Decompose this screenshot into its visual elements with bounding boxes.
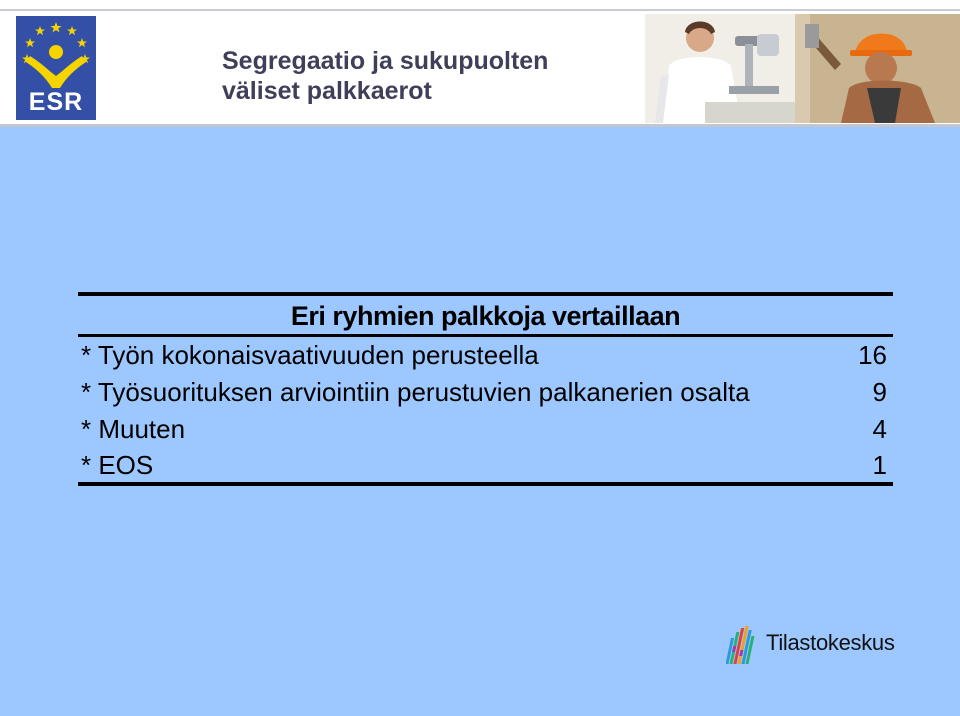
table-row bbox=[78, 411, 893, 448]
table-title: Eri ryhmien palkkoja vertaillaan bbox=[290, 301, 681, 331]
row-value: 16 bbox=[858, 340, 887, 370]
header-photo-image bbox=[645, 14, 960, 123]
header-top-line bbox=[0, 9, 960, 11]
row-label: * Muuten bbox=[81, 414, 186, 444]
header-title bbox=[222, 46, 548, 106]
esr-logo bbox=[16, 16, 96, 120]
tilastokeskus-name: Tilastokeskus bbox=[766, 630, 895, 655]
slide-header bbox=[0, 0, 960, 127]
table-bottom-rule bbox=[78, 482, 893, 486]
esr-logo-text: ESR bbox=[28, 88, 84, 116]
row-label: * EOS bbox=[81, 449, 154, 480]
header-photo bbox=[645, 14, 960, 123]
table-row bbox=[78, 448, 893, 482]
row-value: 1 bbox=[872, 449, 887, 480]
row-value: 9 bbox=[872, 377, 887, 407]
tilastokeskus-logo bbox=[726, 624, 901, 668]
results-table bbox=[78, 292, 893, 486]
row-label: * Työn kokonaisvaativuuden perusteella bbox=[81, 340, 539, 370]
striped-bars-icon bbox=[726, 624, 762, 668]
header-title-line1: Segregaatio ja sukupuolten bbox=[222, 47, 549, 75]
table-row bbox=[78, 374, 893, 411]
table-row bbox=[78, 337, 893, 374]
row-value: 4 bbox=[872, 414, 887, 444]
header-title-line2: väliset palkkaerot bbox=[222, 77, 432, 105]
row-label: * Työsuorituksen arviointiin perustuvien palkanerien osalta bbox=[81, 377, 750, 407]
